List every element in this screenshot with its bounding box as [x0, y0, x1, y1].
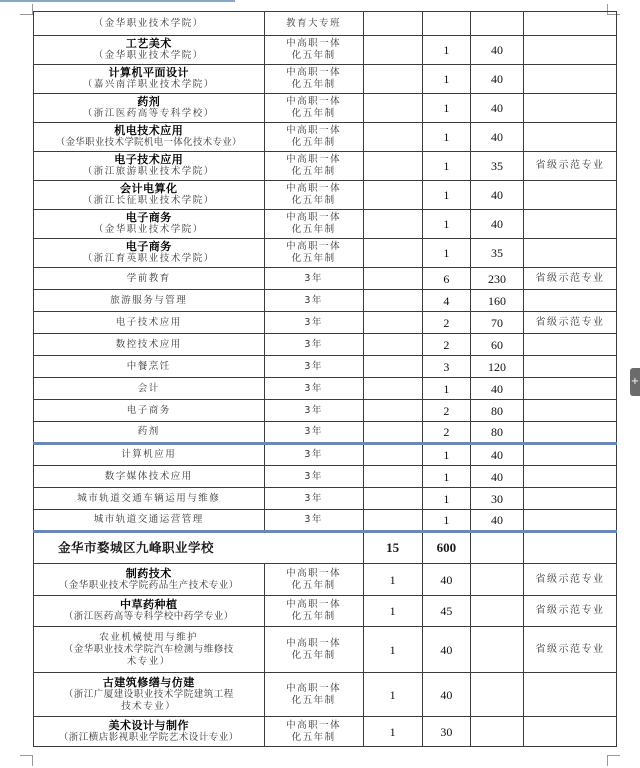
table-row: 学前教育 3年 6 230 省级示范专业 — [34, 268, 617, 290]
school-header-row — [34, 532, 617, 564]
table-row: 制药技术 （金华职业技术学院药品生产技术专业） 中高职一体 化五年制 1 40 省级示范专业 — [34, 564, 617, 596]
table-row: 数控技术应用 3年 2 60 — [34, 334, 617, 356]
table-row: 机电技术应用 （金华职业技术学院机电一体化技术专业） 中高职一体 化五年制 1 40 — [34, 123, 617, 152]
page-corner-mark — [20, 755, 33, 766]
table-row: 药剂 3年 2 80 — [34, 422, 617, 444]
page-corner-mark — [20, 4, 33, 15]
table-row: 会计电算化 （浙江长征职业技术学院） 中高职一体 化五年制 1 40 — [34, 181, 617, 210]
page-corner-mark — [607, 755, 620, 766]
school-name: 金华市婺城区九峰职业学校 — [34, 532, 364, 564]
table-row: 电子商务 （浙江育英职业技术学院） 中高职一体 化五年制 1 35 — [34, 239, 617, 268]
table-row: 电子商务 3年 2 80 — [34, 400, 617, 422]
table-row: 计算机平面设计 （嘉兴南洋职业技术学院） 中高职一体 化五年制 1 40 — [34, 65, 617, 94]
table-row: 工艺美术 （金华职业技术学院） 中高职一体 化五年制 1 40 — [34, 36, 617, 65]
school-total-students: 600 — [422, 532, 471, 564]
table-row: 城市轨道交通车辆运用与维修 3年 1 30 — [34, 488, 617, 510]
enrollment-table — [33, 11, 617, 747]
table-row: 电子技术应用 3年 2 70 省级示范专业 — [34, 312, 617, 334]
table-row: （金华职业技术学院） 教育大专班 — [34, 12, 617, 36]
table-row: 中草药种植 （浙江医药高等专科学校中药学专业） 中高职一体 化五年制 1 45 省级示范专业 — [34, 596, 617, 627]
top-accent-line — [0, 0, 235, 2]
table-row: 美术设计与制作 （浙江横店影视职业学院艺术设计专业） 中高职一体 化五年制 1 30 — [34, 717, 617, 747]
table-row: 农业机械使用与维护 （金华职业技术学院汽车检测与维修技 术专业） 中高职一体 化五年制 1 40 省级示范专业 — [34, 627, 617, 673]
side-expand-tab[interactable]: + — [630, 368, 640, 396]
table-row: 城市轨道交通运营管理 3年 1 40 — [34, 510, 617, 532]
table-row: 药剂 （浙江医药高等专科学校） 中高职一体 化五年制 1 40 — [34, 94, 617, 123]
table-row: 古建筑修缮与仿建 （浙江广厦建设职业技术学院建筑工程 技术专业） 中高职一体 化五年制 1 40 — [34, 673, 617, 717]
table-row: 计算机应用 3年 1 40 — [34, 444, 617, 466]
table-row: 数字媒体技术应用 3年 1 40 — [34, 466, 617, 488]
table-row: 旅游服务与管理 3年 4 160 — [34, 290, 617, 312]
table-row: 电子技术应用 （浙江旅游职业技术学院） 中高职一体 化五年制 1 35 省级示范专业 — [34, 152, 617, 181]
table-row: 中餐烹饪 3年 3 120 — [34, 356, 617, 378]
table-row: 电子商务 （金华职业技术学院） 中高职一体 化五年制 1 40 — [34, 210, 617, 239]
table-row: 会计 3年 1 40 — [34, 378, 617, 400]
school-total-classes: 15 — [363, 532, 422, 564]
